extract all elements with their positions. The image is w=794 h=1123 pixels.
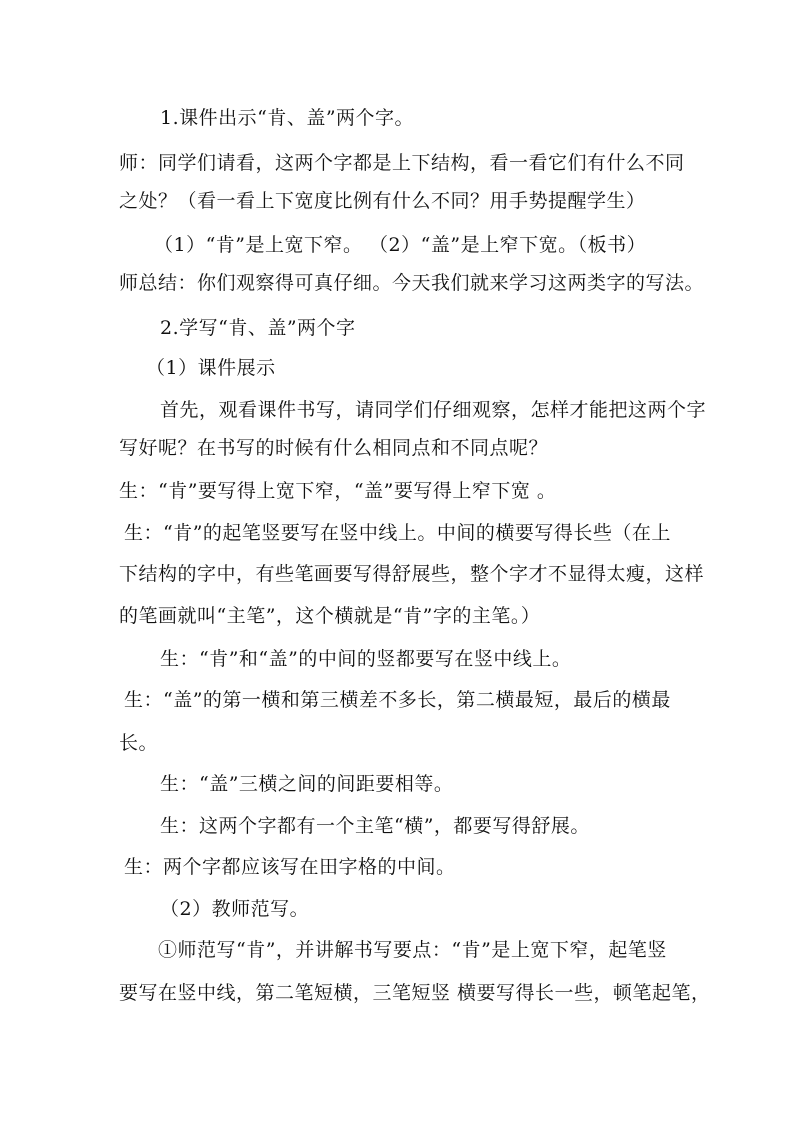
heading-1: 1.课件出示“肯、盖”两个字。: [160, 107, 415, 129]
paragraph-line: 生：两个字都应该写在田字格的中间。: [124, 856, 456, 878]
paragraph-line: 长。: [119, 732, 159, 754]
paragraph-line: 下结构的字中，有些笔画要写得舒展些，整个字才不显得太瘦，这样: [119, 563, 705, 585]
paragraph-line: （1）“肯”是上宽下窄。 （2）“盖”是上窄下宽。（板书）: [154, 234, 647, 256]
paragraph-line: 首先，观看课件书写，请同学们仔细观察，怎样才能把这两个字: [160, 399, 707, 421]
paragraph-line: 生：这两个字都有一个主笔“横”，都要写得舒展。: [160, 815, 590, 837]
paragraph-line: 要写在竖中线，第二笔短横，三笔短竖 横要写得长一些，顿笔起笔，: [119, 982, 711, 1004]
paragraph-line: ①师范写“肯”，并讲解书写要点：“肯”是上宽下窄，起笔竖: [158, 939, 667, 961]
paragraph-line: 生：“盖”的第一横和第三横差不多长，第二横最短，最后的横最: [124, 689, 671, 711]
paragraph-line: 写好呢？在书写的时候有什么相同点和不同点呢？: [119, 437, 549, 459]
subheading: （1）课件展示: [146, 357, 276, 379]
paragraph-line: 生：“盖”三横之间的间距要相等。: [160, 773, 454, 795]
paragraph-line: 生：“肯”的起笔竖要写在竖中线上。中间的横要写得长些（在上: [124, 522, 671, 544]
paragraph-line: 生：“肯”和“盖”的中间的竖都要写在竖中线上。: [160, 648, 572, 670]
paragraph-line: 的笔画就叫“主笔”，这个横就是“肯”字的主笔。）: [119, 605, 541, 627]
subheading: （2）教师范写。: [160, 898, 310, 920]
paragraph-line: 生：“肯”要写得上宽下窄，“盖”要写得上窄下宽 。: [119, 480, 557, 502]
paragraph-line: 师：同学们请看，这两个字都是上下结构，看一看它们有什么不同: [119, 152, 685, 174]
heading-2: 2.学写“肯、盖”两个字: [160, 317, 356, 339]
paragraph-line: 师总结：你们观察得可真仔细。今天我们就来学习这两类字的写法。: [119, 272, 705, 294]
paragraph-line: 之处？（看一看上下宽度比例有什么不同？用手势提醒学生）: [119, 190, 646, 212]
